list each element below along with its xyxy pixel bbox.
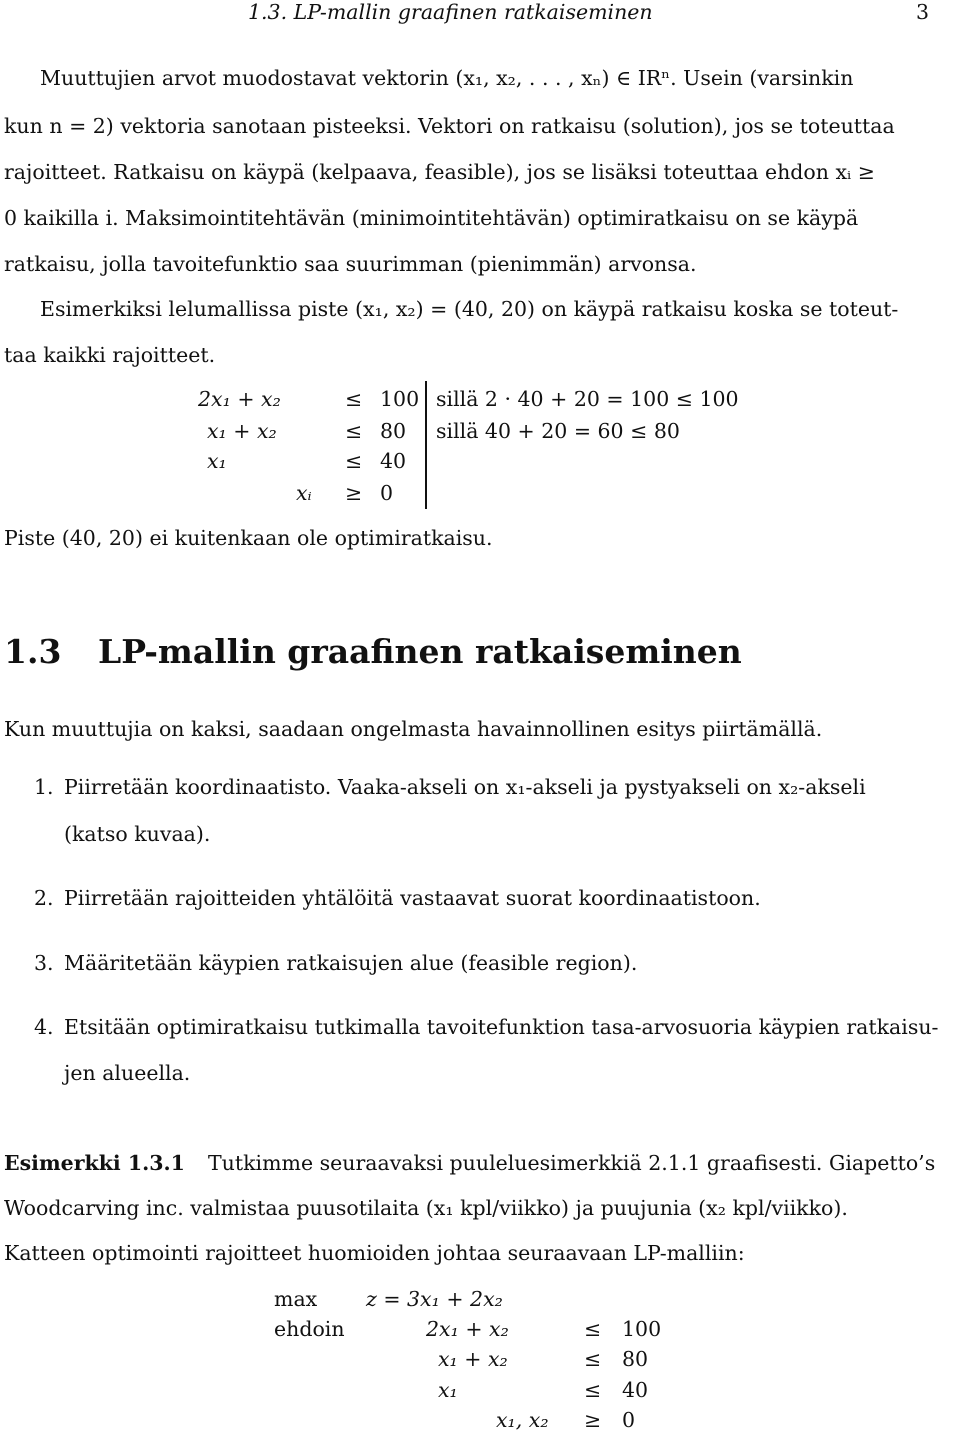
lp-row-2-expr: 2x₁ + x₂ <box>426 1317 509 1341</box>
step-1-line-2: (katso kuvaa). <box>64 822 211 846</box>
table-row-2-rhs: 80 <box>380 419 407 443</box>
example-line-1: Esimerkiksi lelumallissa piste (x₁, x₂) = (40, 20) on käypä ratkaisu koska se toteut- <box>40 297 899 321</box>
table-row-1-rhs: 100 <box>380 387 420 411</box>
lp-row-5-rhs: 0 <box>622 1408 636 1432</box>
table-row-1-rel: ≤ <box>345 387 363 411</box>
lp-row-3-expr: x₁ + x₂ <box>438 1347 508 1371</box>
table-row-4-rhs: 0 <box>380 481 394 505</box>
lp-row-2-rel: ≤ <box>584 1317 602 1341</box>
table-row-4-lhs: xᵢ <box>296 481 312 505</box>
lp-row-4-rel: ≤ <box>584 1378 602 1402</box>
intro-line-1: Muuttujien arvot muodostavat vektorin (x₁, x₂, . . . , xₙ) ∈ IRⁿ. Usein (varsinkin <box>40 66 854 90</box>
step-4-line-2: jen alueella. <box>64 1061 191 1085</box>
table-row-1-lhs: 2x₁ + x₂ <box>198 387 281 411</box>
step-4-number: 4. <box>34 1015 54 1039</box>
intro-line-2: kun n = 2) vektoria sanotaan pisteeksi. Vektori on ratkaisu (solution), jos se toteuttaa <box>4 114 895 138</box>
lp-row-2-keyword: ehdoin <box>274 1317 345 1341</box>
lp-row-5-expr: x₁, x₂ <box>496 1408 549 1432</box>
section-number: 1.3 <box>4 632 62 671</box>
example-line-2-text: Woodcarving inc. valmistaa puusotilaita (x₁ kpl/viikko) ja puujunia (x₂ kpl/viikko). <box>4 1196 848 1220</box>
note-text: Piste (40, 20) ei kuitenkaan ole optimiratkaisu. <box>4 526 493 550</box>
intro-line-3: rajoitteet. Ratkaisu on käypä (kelpaava, feasible), jos se lisäksi toteuttaa ehdon xᵢ ≥ <box>4 160 875 184</box>
step-2-number: 2. <box>34 886 54 910</box>
example-label: Esimerkki 1.3.1 <box>4 1151 185 1175</box>
intro-line-4: 0 kaikilla i. Maksimointitehtävän (minimointitehtävän) optimiratkaisu on se käypä <box>4 206 859 230</box>
step-3-line-1: Määritetään käypien ratkaisujen alue (feasible region). <box>64 951 638 975</box>
intro-line-5: ratkaisu, jolla tavoitefunktio saa suurimman (pienimmän) arvonsa. <box>4 252 697 276</box>
table-row-2-lhs: x₁ + x₂ <box>207 419 277 443</box>
table-row-2-check: sillä 40 + 20 = 60 ≤ 80 <box>436 419 680 443</box>
table-row-3-rel: ≤ <box>345 449 363 473</box>
table-row-1-check: sillä 2 · 40 + 20 = 100 ≤ 100 <box>436 387 739 411</box>
example-line-1-text: Tutkimme seuraavaksi puuleluesimerkkiä 2.1.1 graafisesti. Giapetto’s <box>208 1151 936 1175</box>
lp-row-3-rhs: 80 <box>622 1347 649 1371</box>
example-line-3-text: Katteen optimointi rajoitteet huomioiden johtaa seuraavaan LP-malliin: <box>4 1241 745 1265</box>
lp-row-4-expr: x₁ <box>438 1378 458 1402</box>
table-row-3-rhs: 40 <box>380 449 407 473</box>
lp-row-3-rel: ≤ <box>584 1347 602 1371</box>
step-3-number: 3. <box>34 951 54 975</box>
lp-row-2-rhs: 100 <box>622 1317 662 1341</box>
step-1-number: 1. <box>34 775 54 799</box>
step-4-line-1: Etsitään optimiratkaisu tutkimalla tavoitefunktion tasa-arvosuoria käypien ratkaisu- <box>64 1015 939 1039</box>
running-header-title: 1.3. LP-mallin graafinen ratkaiseminen <box>248 0 653 24</box>
lp-row-5-rel: ≥ <box>584 1408 602 1432</box>
lp-row-4-rhs: 40 <box>622 1378 649 1402</box>
lp-row-1-keyword: max <box>274 1287 318 1311</box>
step-1-line-1: Piirretään koordinaatisto. Vaaka-akseli on x₁-akseli ja pystyakseli on x₂-akseli <box>64 775 866 799</box>
table-row-3-lhs: x₁ <box>207 449 227 473</box>
table-row-4-rel: ≥ <box>345 481 363 505</box>
lp-row-1-expr: z = 3x₁ + 2x₂ <box>366 1287 503 1311</box>
table-row-2-rel: ≤ <box>345 419 363 443</box>
example-line-2: taa kaikki rajoitteet. <box>4 343 216 367</box>
page-number: 3 <box>916 0 930 24</box>
section-intro: Kun muuttujia on kaksi, saadaan ongelmasta havainnollinen esitys piirtämällä. <box>4 717 823 741</box>
step-2-line-1: Piirretään rajoitteiden yhtälöitä vastaavat suorat koordinaatistoon. <box>64 886 761 910</box>
section-title: LP-mallin graafinen ratkaiseminen <box>98 632 742 671</box>
table-divider <box>425 381 427 509</box>
